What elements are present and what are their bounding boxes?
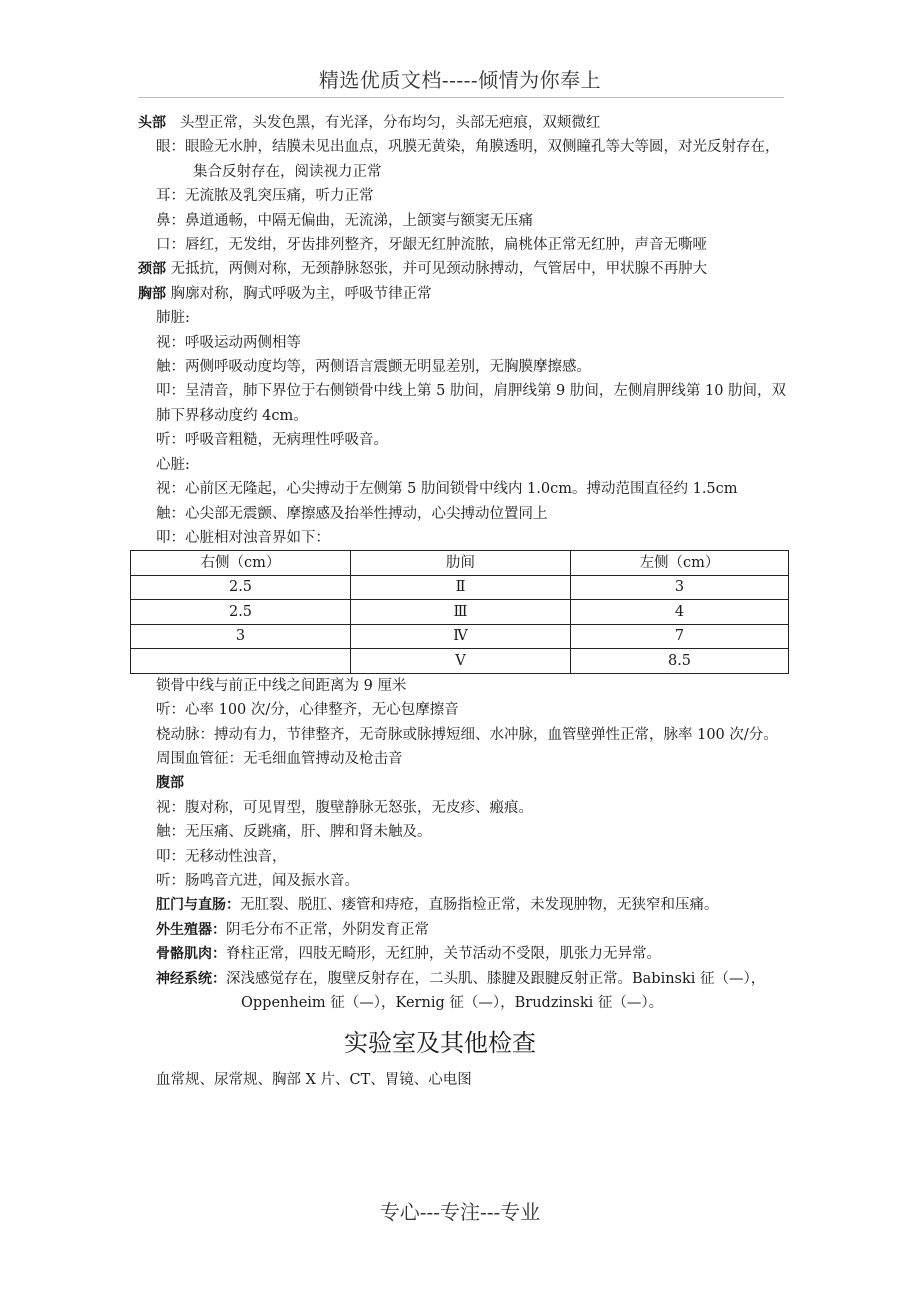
table-row [131, 649, 789, 674]
table-header-intercostal: 肋间 [351, 551, 571, 576]
neck-text: 无抵抗，两侧对称，无颈静脉怒张，并可见颈动脉搏动，气管居中，甲状腺不再肿大 [170, 261, 708, 278]
abdomen-percuss: 叩：无移动性浊音， [156, 848, 287, 865]
lab-section-title: 实验室及其他检查 [344, 1028, 536, 1057]
table-row [131, 624, 789, 649]
abdomen-ausc: 听：肠鸣音亢进，闻及振水音。 [156, 873, 359, 890]
header-divider [138, 97, 784, 98]
anus-text: 无肛裂、脱肛、瘘管和痔疮，直肠指检正常，未发现肿物，无狭窄和压痛。 [240, 897, 719, 914]
table-row [131, 600, 789, 625]
genital-line [138, 918, 792, 942]
table-cell: Ⅳ [351, 624, 571, 649]
msk-label: 骨骼肌肉： [156, 946, 226, 963]
page-footer: 专心---专注---专业 [379, 1200, 541, 1224]
nose-line: 鼻：鼻道通畅，中隔无偏曲，无流涕，上颌窦与额窦无压痛 [156, 212, 533, 229]
head-line [138, 111, 792, 135]
dullness-table [130, 550, 789, 674]
table-header-right: 右侧（cm） [131, 551, 351, 576]
lung-palp: 触：两侧呼吸动度均等，两侧语言震颤无明显差别，无胸膜摩擦感。 [156, 359, 591, 376]
table-cell: 2.5 [131, 575, 351, 600]
abdomen-palp: 触：无压痛、反跳痛，肝、脾和肾未触及。 [156, 824, 432, 841]
peripheral-vessel: 周围血管征：无毛细血管搏动及枪击音 [156, 751, 403, 768]
table-cell: Ⅱ [351, 575, 571, 600]
table-header-left: 左侧（cm） [571, 551, 789, 576]
heart-palp: 触：心尖部无震颤、摩擦感及抬举性搏动，心尖搏动位置同上 [156, 505, 548, 522]
document-body [138, 111, 792, 1092]
anus-label: 肛门与直肠： [156, 897, 240, 914]
radial-artery: 桡动脉：搏动有力，节律整齐，无奇脉或脉搏短细、水冲脉，血管壁弹性正常，脉率 100 次/分。 [156, 726, 778, 743]
table-row [131, 575, 789, 600]
table-cell: 3 [571, 575, 789, 600]
heart-percuss: 叩：心脏相对浊音界如下： [156, 529, 330, 546]
table-cell: 7 [571, 624, 789, 649]
heart-ausc: 听：心率 100 次/分，心律整齐，无心包摩擦音 [156, 702, 459, 719]
lung-ausc: 听：呼吸音粗糙，无病理性呼吸音。 [156, 432, 388, 449]
lung-title: 肺脏: [156, 310, 190, 327]
lung-percuss: 叩：呈清音，肺下界位于右侧锁骨中线上第 5 肋间，肩胛线第 9 肋间，左侧肩胛线第 10 肋间，双肺下界移动度约 4cm。 [156, 383, 787, 424]
msk-text: 脊柱正常，四肢无畸形，无红肿，关节活动不受限，肌张力无异常。 [226, 946, 661, 963]
genital-label: 外生殖器： [156, 921, 226, 938]
heart-inspect: 视：心前区无隆起，心尖搏动于左侧第 5 肋间锁骨中线内 1.0cm。搏动范围直径约 1.5cm [156, 481, 738, 498]
neuro-line [138, 967, 792, 1016]
chest-text: 胸廓对称，胸式呼吸为主，呼吸节律正常 [170, 285, 432, 302]
heart-title: 心脏: [156, 456, 190, 473]
table-cell: 3 [131, 624, 351, 649]
neuro-label: 神经系统： [156, 970, 226, 987]
neck-label: 颈部 [138, 261, 166, 278]
ear-line: 耳：无流脓及乳突压痛，听力正常 [156, 188, 374, 205]
neck-line [138, 257, 792, 281]
table-cell [131, 649, 351, 674]
chest-line [138, 282, 792, 306]
table-cell: Ⅲ [351, 600, 571, 625]
head-text: 头型正常，头发色黑，有光泽，分布均匀，头部无疤痕，双颊微红 [179, 115, 601, 131]
head-label: 头部 [138, 115, 166, 131]
abdomen-inspect: 视：腹对称，可见胃型，腹壁静脉无怒张，无皮疹、瘢痕。 [156, 799, 533, 816]
abdomen-label: 腹部 [156, 775, 184, 792]
table-header-row [131, 551, 789, 576]
chest-label: 胸部 [138, 285, 166, 302]
genital-text: 阴毛分布不正常，外阴发育正常 [226, 921, 429, 938]
mouth-line: 口：唇红，无发绀，牙齿排列整齐，牙龈无红肿流脓，扁桃体正常无红肿，声音无嘶哑 [156, 237, 707, 254]
msk-line [138, 942, 792, 966]
table-cell: Ⅴ [351, 649, 571, 674]
table-cell: 2.5 [131, 600, 351, 625]
lung-inspect: 视：呼吸运动两侧相等 [156, 334, 301, 351]
page-header: 精选优质文档-----倾情为你奉上 [318, 68, 602, 92]
table-cell: 8.5 [571, 649, 789, 674]
eye-line: 眼：眼睑无水肿，结膜未见出血点，巩膜无黄染，角膜透明，双侧瞳孔等大等圆，对光反射存在，集合反射存在，阅读视力正常 [156, 139, 780, 180]
anus-line [138, 893, 792, 917]
neuro-text: 深浅感觉存在，腹壁反射存在，二头肌、膝腱及跟腱反射正常。Babinski 征（—），Oppenheim 征（—），Kernig 征（—），Brudzinski 征（—）。 [226, 970, 766, 1012]
table-cell: 4 [571, 600, 789, 625]
clavicle-distance: 锁骨中线与前正中线之间距离为 9 厘米 [156, 677, 407, 694]
abdomen-heading [138, 771, 792, 795]
lab-text: 血常规、尿常规、胸部 X 片、CT、胃镜、心电图 [156, 1071, 472, 1088]
